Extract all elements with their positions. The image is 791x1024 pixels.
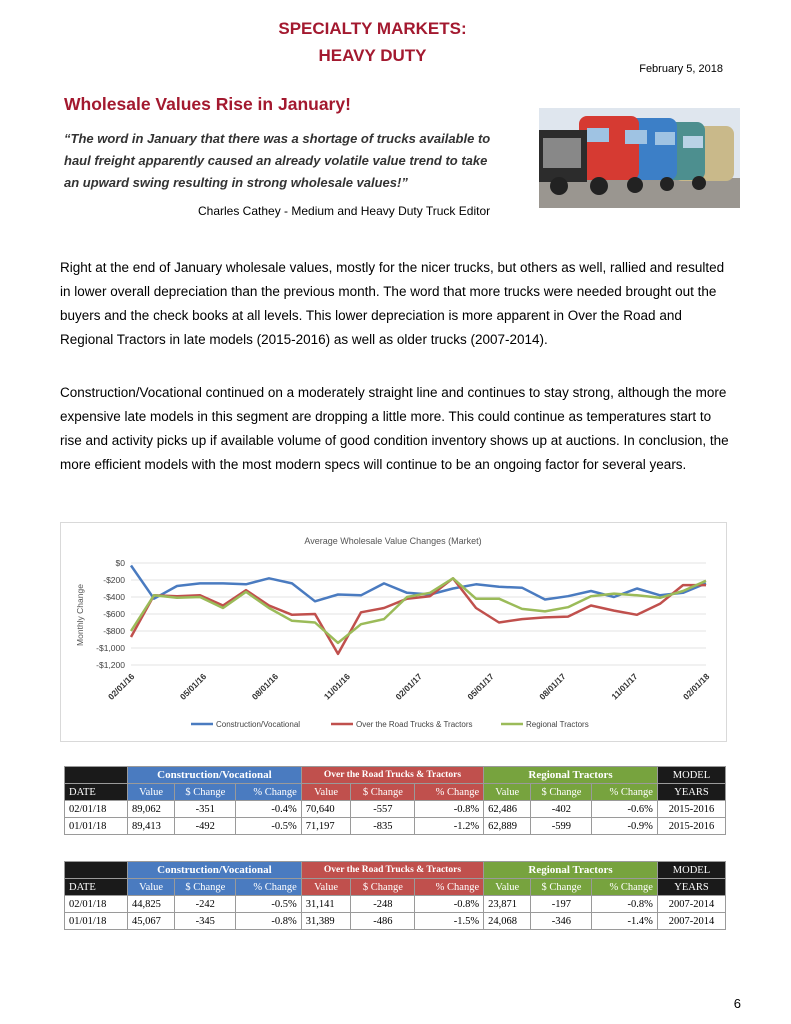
cell-rt-dollar: -599 bbox=[531, 818, 592, 835]
table-years-label: YEARS bbox=[657, 879, 725, 896]
cell-rt-pct: -1.4% bbox=[592, 913, 657, 930]
table-col-pct-change: % Change bbox=[592, 784, 657, 801]
table-row bbox=[65, 896, 726, 913]
table-row bbox=[65, 913, 726, 930]
chart-y-tick-label: -$1,000 bbox=[96, 643, 125, 653]
table-col-value: Value bbox=[301, 879, 351, 896]
cell-model-years: 2007-2014 bbox=[657, 913, 725, 930]
chart-x-tick-label: 02/01/17 bbox=[393, 671, 424, 702]
cell-cv-pct: -0.5% bbox=[236, 896, 301, 913]
chart-x-tick-label: 05/01/17 bbox=[465, 671, 496, 702]
chart-x-tick-label: 08/01/16 bbox=[249, 671, 281, 702]
page-title-line-1: SPECIALTY MARKETS: bbox=[278, 19, 467, 38]
cell-model-years: 2015-2016 bbox=[657, 818, 725, 835]
table-col-value: Value bbox=[128, 784, 175, 801]
table-col-value: Value bbox=[128, 879, 175, 896]
cell-rt-value: 23,871 bbox=[484, 896, 531, 913]
cell-otr-value: 70,640 bbox=[301, 801, 351, 818]
table-col-pct-change: % Change bbox=[592, 879, 657, 896]
chart-y-tick-label: -$1,200 bbox=[96, 660, 125, 670]
cell-cv-pct: -0.8% bbox=[236, 913, 301, 930]
table-col-pct-change: % Change bbox=[415, 784, 484, 801]
table-group-construction: Construction/Vocational bbox=[128, 767, 302, 784]
table-years-label: YEARS bbox=[657, 784, 725, 801]
chart-x-tick-label: 11/01/17 bbox=[609, 671, 640, 702]
cell-model-years: 2015-2016 bbox=[657, 801, 725, 818]
cell-cv-dollar: -242 bbox=[175, 896, 236, 913]
table-col-value: Value bbox=[484, 879, 531, 896]
chart-title: Average Wholesale Value Changes (Market) bbox=[304, 536, 482, 546]
cell-cv-value: 89,413 bbox=[128, 818, 175, 835]
cell-cv-pct: -0.4% bbox=[236, 801, 301, 818]
body-paragraph-1: Right at the end of January wholesale values, mostly for the nicer trucks, but others as well, rallied and resulted in lower overall depreciation than the previous month. The word that more trucks were needed brought out the buyers and the check books at all levels. This lower depreciation is more apparent in Over the Road and Regional Tractors in late models (2015-2016) as well as older trucks (2007-2014). bbox=[60, 260, 725, 347]
table-row bbox=[65, 818, 726, 835]
cell-otr-dollar: -486 bbox=[351, 913, 415, 930]
cell-cv-value: 45,067 bbox=[128, 913, 175, 930]
table-model-label: MODEL bbox=[657, 862, 725, 879]
table-col-value: Value bbox=[301, 784, 351, 801]
table-col-pct-change: % Change bbox=[236, 784, 301, 801]
cell-rt-value: 62,486 bbox=[484, 801, 531, 818]
table-date-header: DATE bbox=[65, 879, 128, 896]
table-col-pct-change: % Change bbox=[236, 879, 301, 896]
chart-y-axis-label: Monthly Change bbox=[75, 584, 85, 646]
table-col-dollar-change: $ Change bbox=[531, 879, 592, 896]
table-corner-cell bbox=[65, 767, 128, 784]
cell-date: 01/01/18 bbox=[65, 913, 128, 930]
page-number: 6 bbox=[733, 996, 741, 1011]
table-col-value: Value bbox=[484, 784, 531, 801]
table-group-otr: Over the Road Trucks & Tractors bbox=[301, 767, 483, 784]
table-group-construction: Construction/Vocational bbox=[128, 862, 302, 879]
cell-rt-pct: -0.9% bbox=[592, 818, 657, 835]
wholesale-value-line-chart bbox=[61, 523, 726, 741]
cell-rt-dollar: -402 bbox=[531, 801, 592, 818]
cell-rt-pct: -0.6% bbox=[592, 801, 657, 818]
cell-date: 01/01/18 bbox=[65, 818, 128, 835]
chart-series-line bbox=[131, 578, 706, 654]
trucks-photo bbox=[539, 108, 740, 208]
table-col-dollar-change: $ Change bbox=[351, 879, 415, 896]
table-model-label: MODEL bbox=[657, 767, 725, 784]
table-corner-cell bbox=[65, 862, 128, 879]
cell-otr-pct: -1.2% bbox=[415, 818, 484, 835]
table-older-models bbox=[64, 861, 726, 930]
cell-cv-value: 89,062 bbox=[128, 801, 175, 818]
chart-x-tick-label: 02/01/18 bbox=[680, 671, 712, 702]
cell-cv-dollar: -345 bbox=[175, 913, 236, 930]
table-date-header: DATE bbox=[65, 784, 128, 801]
chart-x-tick-label: 11/01/16 bbox=[321, 671, 353, 702]
article-headline: Wholesale Values Rise in January! bbox=[64, 94, 351, 114]
chart-x-tick-label: 02/01/16 bbox=[105, 671, 137, 702]
cell-rt-dollar: -346 bbox=[531, 913, 592, 930]
table-group-regional: Regional Tractors bbox=[484, 767, 658, 784]
body-paragraph-2: Construction/Vocational continued on a moderately straight line and continues to stay strong, although the more expensive late models in this segment are dropping a little more. This could continue as temperatures start to rise and activity picks up if available volume of good condition inventory shows up at auctions. In conclusion, the more efficient models with the most modern specs will continue to be an ongoing factor for several years. bbox=[60, 385, 729, 472]
page-title-line-2: HEAVY DUTY bbox=[318, 46, 427, 65]
chart-x-tick-label: 05/01/16 bbox=[177, 671, 209, 702]
chart-container bbox=[60, 522, 727, 742]
table-col-dollar-change: $ Change bbox=[175, 879, 236, 896]
cell-cv-value: 44,825 bbox=[128, 896, 175, 913]
cell-otr-value: 31,141 bbox=[301, 896, 351, 913]
table-row bbox=[65, 801, 726, 818]
cell-otr-pct: -0.8% bbox=[415, 896, 484, 913]
cell-date: 02/01/18 bbox=[65, 801, 128, 818]
cell-otr-value: 71,197 bbox=[301, 818, 351, 835]
cell-rt-value: 24,068 bbox=[484, 913, 531, 930]
cell-otr-dollar: -835 bbox=[351, 818, 415, 835]
cell-cv-dollar: -492 bbox=[175, 818, 236, 835]
cell-rt-dollar: -197 bbox=[531, 896, 592, 913]
chart-x-tick-label: 08/01/17 bbox=[537, 671, 568, 702]
cell-date: 02/01/18 bbox=[65, 896, 128, 913]
cell-model-years: 2007-2014 bbox=[657, 896, 725, 913]
chart-y-tick-label: -$600 bbox=[103, 609, 125, 619]
cell-otr-pct: -0.8% bbox=[415, 801, 484, 818]
trucks-illustration bbox=[539, 108, 740, 208]
table-col-pct-change: % Change bbox=[415, 879, 484, 896]
chart-y-tick-label: $0 bbox=[115, 558, 125, 568]
cell-rt-pct: -0.8% bbox=[592, 896, 657, 913]
pull-quote: “The word in January that there was a shortage of trucks available to haul freight apparently caused an already volatile value trend to take an upward swing resulting in strong wholesale values!” bbox=[64, 131, 491, 190]
cell-otr-dollar: -248 bbox=[351, 896, 415, 913]
cell-cv-dollar: -351 bbox=[175, 801, 236, 818]
chart-y-tick-label: -$800 bbox=[103, 626, 125, 636]
chart-legend-label: Construction/Vocational bbox=[216, 720, 301, 729]
table-late-models bbox=[64, 766, 726, 835]
chart-legend-label: Over the Road Trucks & Tractors bbox=[356, 720, 473, 729]
table-group-otr: Over the Road Trucks & Tractors bbox=[301, 862, 483, 879]
cell-cv-pct: -0.5% bbox=[236, 818, 301, 835]
cell-otr-value: 31,389 bbox=[301, 913, 351, 930]
chart-y-tick-label: -$200 bbox=[103, 575, 125, 585]
cell-otr-pct: -1.5% bbox=[415, 913, 484, 930]
table-col-dollar-change: $ Change bbox=[351, 784, 415, 801]
quote-byline: Charles Cathey - Medium and Heavy Duty Truck Editor bbox=[198, 204, 491, 218]
chart-legend-label: Regional Tractors bbox=[526, 720, 589, 729]
chart-y-tick-label: -$400 bbox=[103, 592, 125, 602]
cell-otr-dollar: -557 bbox=[351, 801, 415, 818]
cell-rt-value: 62,889 bbox=[484, 818, 531, 835]
table-col-dollar-change: $ Change bbox=[175, 784, 236, 801]
publish-date: February 5, 2018 bbox=[639, 63, 723, 75]
table-col-dollar-change: $ Change bbox=[531, 784, 592, 801]
table-group-regional: Regional Tractors bbox=[484, 862, 658, 879]
